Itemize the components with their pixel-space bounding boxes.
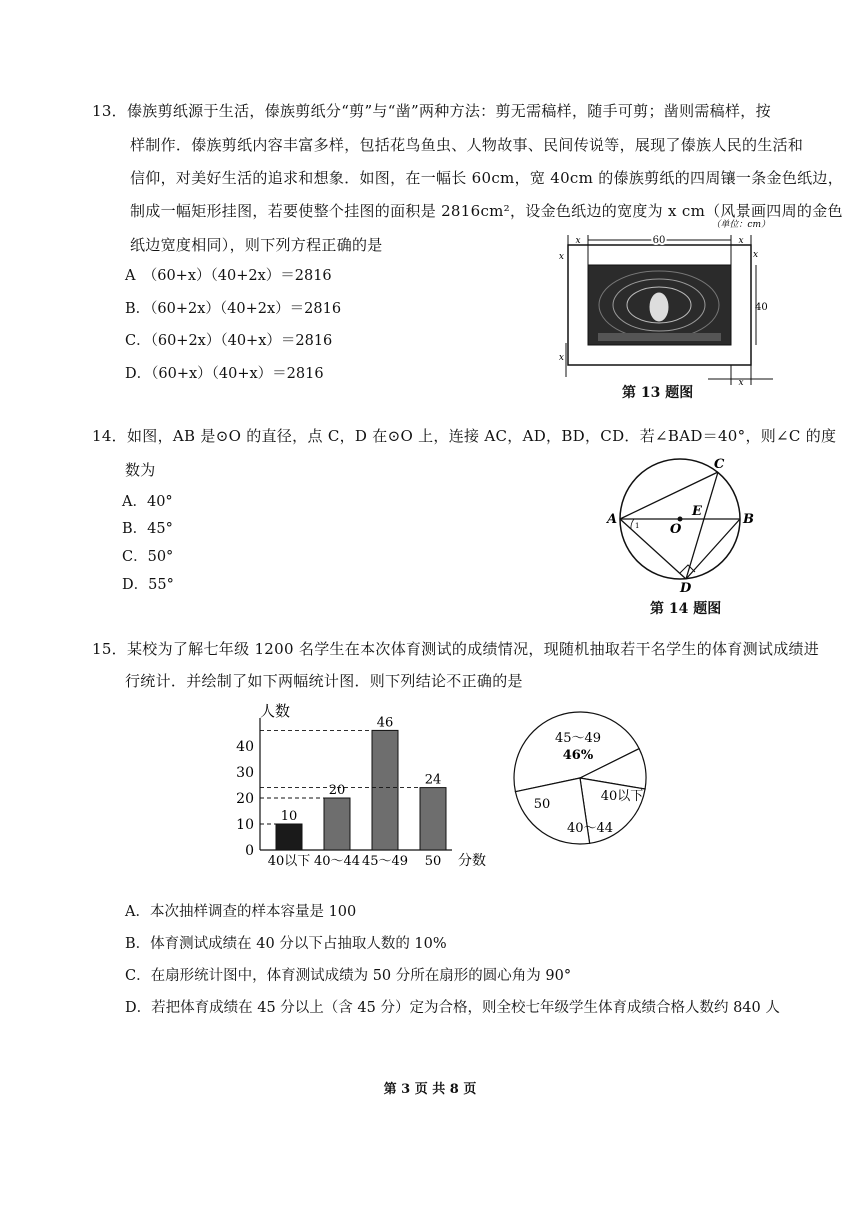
q15-line-1: 15．某校为了解七年级 1200 名学生在本次体育测试的成绩情况，现随机抽取若干名学生的体育测试成绩进 bbox=[92, 640, 820, 658]
bar-category-label: 40以下 bbox=[267, 854, 311, 869]
bar-value-label: 24 bbox=[424, 772, 442, 788]
q14-chord-cd bbox=[686, 472, 718, 579]
q13-line-1: 13．傣族剪纸源于生活，傣族剪纸分“剪”与“凿”两种方法：剪无需稿样，随手可剪；凿则需稿样，按 bbox=[92, 102, 771, 120]
bar-value-label: 20 bbox=[328, 783, 346, 798]
svg-text:1: 1 bbox=[635, 522, 640, 530]
q14-point-d: D bbox=[680, 581, 692, 595]
q14-option-b[interactable]: B．45° bbox=[122, 521, 173, 537]
q14-option-c[interactable]: C．50° bbox=[122, 549, 174, 565]
q15-bar-chart bbox=[220, 700, 500, 885]
q13-unit-label: （单位：cm） bbox=[711, 220, 770, 230]
q15-option-b[interactable]: B．体育测试成绩在 40 分以下占抽取人数的 10% bbox=[125, 936, 447, 952]
q13-width-label: 60 bbox=[652, 235, 666, 246]
q14-line-2: 数为 bbox=[125, 461, 156, 479]
bar-y-tick-label: 40 bbox=[236, 739, 254, 755]
pie-slice-label: 45～49 bbox=[554, 731, 602, 746]
q13-line-3: 信仰，对美好生活的追求和想象．如图，在一幅长 60cm，宽 40cm 的傣族剪纸的四周镶一条金色纸边， bbox=[130, 169, 844, 187]
q13-x-label-top-right: x bbox=[738, 236, 744, 246]
bar-category-label: 40～44 bbox=[313, 854, 361, 869]
bar-category-label: 45～49 bbox=[361, 854, 409, 869]
q14-point-c: C bbox=[714, 457, 725, 472]
pie-slice-label: 40以下 bbox=[600, 789, 644, 804]
q14-point-e: E bbox=[692, 504, 702, 519]
pie-slice-label: 46% bbox=[562, 748, 594, 763]
q14-circle-figure bbox=[600, 455, 765, 595]
q14-center-point bbox=[678, 517, 683, 522]
q13-x-label-left-bottom: x bbox=[558, 353, 564, 363]
q13-option-d[interactable]: D．（60+x）（40+x）＝2816 bbox=[125, 366, 324, 382]
bar-y-tick-label: 10 bbox=[236, 817, 254, 833]
q15-line-2: 行统计．并绘制了如下两幅统计图．则下列结论不正确的是 bbox=[125, 672, 523, 690]
q14-line-1: 14．如图，AB 是⊙O 的直径，点 C，D 在⊙O 上，连接 AC，AD，BD，CD．若∠BAD＝40°，则∠C 的度 bbox=[92, 427, 837, 445]
q15-option-c[interactable]: C．在扇形统计图中，体育测试成绩为 50 分所在扇形的圆心角为 90° bbox=[125, 968, 572, 984]
q13-option-b[interactable]: B．（60+2x）（40+2x）＝2816 bbox=[125, 301, 342, 317]
pie-slice-label: 50 bbox=[533, 797, 551, 812]
q15-option-a[interactable]: A．本次抽样调查的样本容量是 100 bbox=[125, 904, 357, 920]
q13-option-c[interactable]: C．（60+2x）（40+x）＝2816 bbox=[125, 333, 333, 349]
bar-0 bbox=[276, 824, 302, 850]
q13-line-5: 纸边宽度相同），则下列方程正确的是 bbox=[130, 236, 383, 254]
q13-option-a[interactable]: A （60+x）（40+2x）＝2816 bbox=[125, 268, 332, 284]
q13-x-label-bottom: x bbox=[738, 378, 744, 388]
q13-x-label-right-top: x bbox=[753, 250, 759, 260]
q13-line-4: 制成一幅矩形挂图，若要使整个挂图的面积是 2816cm²，设金色纸边的宽度为 x cm（风景画四周的金色 bbox=[130, 202, 843, 220]
q13-x-label-left-top: x bbox=[558, 252, 564, 262]
bar-y-tick-label: 20 bbox=[236, 791, 254, 807]
q13-line-2: 样制作．傣族剪纸内容丰富多样，包括花鸟鱼虫、人物故事、民间传说等，展现了傣族人民的生活和 bbox=[130, 136, 804, 154]
bar-x-axis-title: 分数 bbox=[458, 853, 486, 869]
bar-3 bbox=[420, 788, 446, 850]
bar-y-tick-label: 0 bbox=[245, 843, 254, 859]
q14-option-a[interactable]: A．40° bbox=[122, 494, 173, 510]
q13-height-label: 40 bbox=[755, 302, 768, 313]
q14-figure-caption: 第 14 题图 bbox=[650, 601, 722, 617]
q14-point-o: O bbox=[670, 522, 682, 537]
pie-slice-label: 40～44 bbox=[566, 821, 614, 836]
bar-category-label: 50 bbox=[424, 854, 442, 869]
page-footer: 第 3 页 共 8 页 bbox=[383, 1082, 477, 1097]
q14-option-d[interactable]: D．55° bbox=[122, 577, 174, 593]
q15-pie-chart bbox=[505, 700, 665, 860]
bar-1 bbox=[324, 798, 350, 850]
bar-y-axis-title: 人数 bbox=[260, 702, 291, 720]
q15-option-d[interactable]: D．若把体育成绩在 45 分以上（含 45 分）定为合格，则全校七年级学生体育成绩合格人数约 840 人 bbox=[125, 1000, 780, 1016]
q13-figure-caption: 第 13 题图 bbox=[622, 385, 694, 401]
bar-2 bbox=[372, 730, 398, 850]
q14-point-a: A bbox=[607, 512, 618, 527]
q13-figure bbox=[548, 215, 773, 395]
q14-point-b: B bbox=[743, 512, 754, 527]
bar-value-label: 10 bbox=[280, 809, 298, 824]
bar-value-label: 46 bbox=[376, 715, 394, 731]
q13-x-label-top-left: x bbox=[575, 236, 581, 246]
bar-y-tick-label: 30 bbox=[236, 765, 254, 781]
